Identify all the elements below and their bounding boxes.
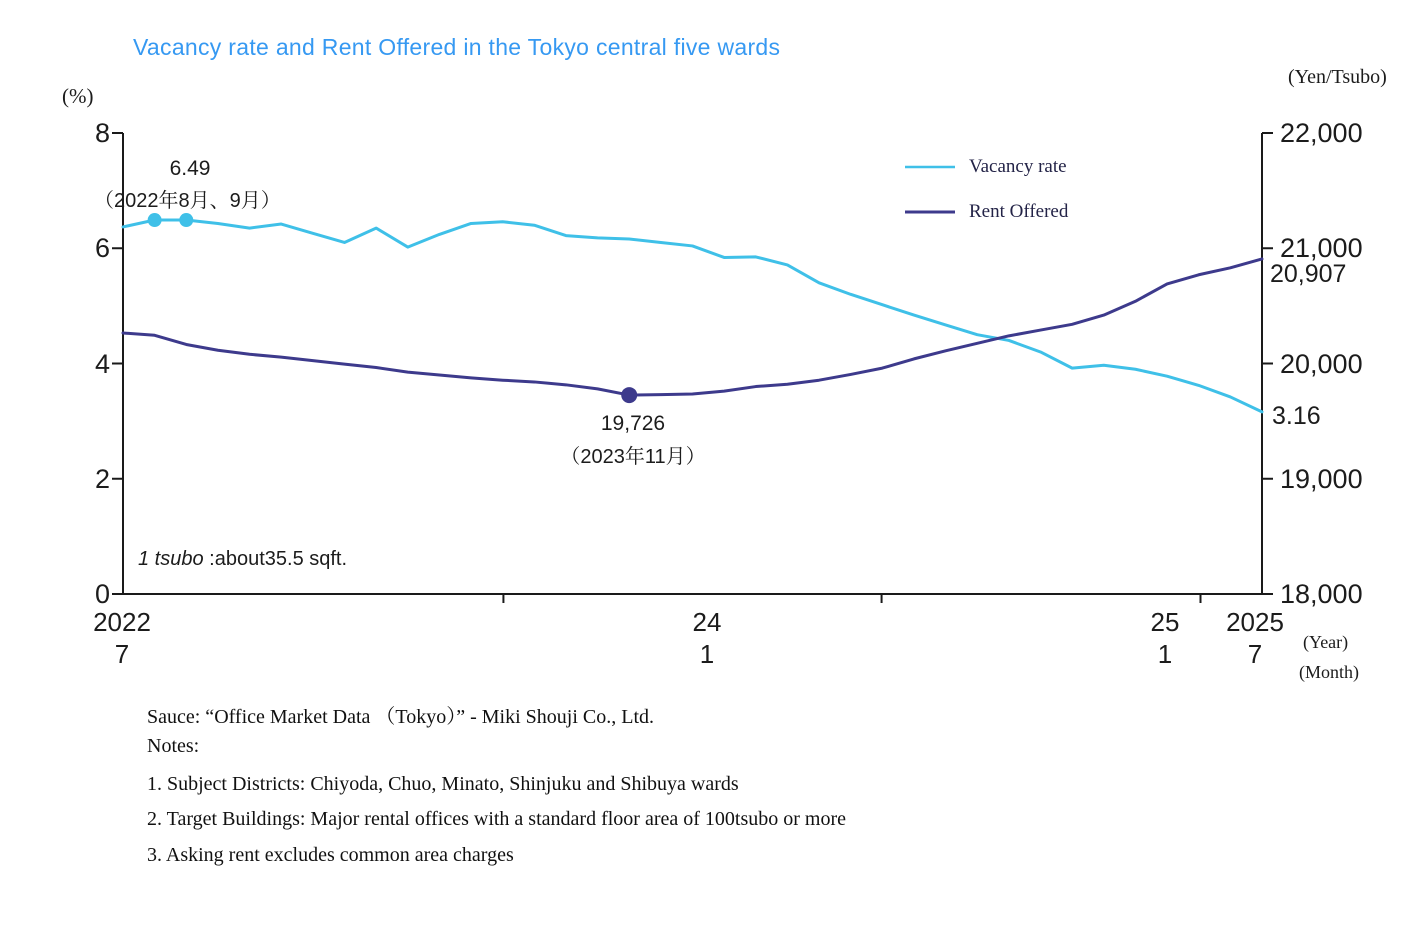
axis-lines (123, 133, 1262, 594)
highlight-dot (148, 213, 162, 227)
right-axis-tick-label: 18,000 (1280, 579, 1363, 609)
x-label-month: 1 (1157, 639, 1173, 669)
left-axis-tick-label: 6 (94, 233, 110, 264)
x-axis-label-2025-7 (1205, 606, 1305, 670)
right-axis-tick-label: 22,000 (1280, 118, 1363, 148)
x-label-year: 2022 (93, 607, 151, 637)
note-item-1: 1. Subject Districts: Chiyoda, Chuo, Minato, Shinjuku and Shibuya wards (147, 773, 739, 795)
tsubo-footnote-italic: 1 tsubo (138, 548, 204, 570)
x-axis-label-2022-7 (72, 606, 172, 670)
rent-legend-line-icon (905, 209, 955, 215)
notes-label: Notes: (147, 735, 200, 757)
x-label-year: 2025 (1226, 607, 1284, 637)
x-label-month: 7 (114, 639, 130, 669)
year-caption: (Year) (1303, 632, 1349, 652)
x-label-year: 25 (1150, 607, 1180, 637)
vacancy-rate-line (123, 220, 1262, 412)
legend-item-rent (905, 201, 1068, 223)
left-axis-unit-label: (%) (62, 84, 94, 108)
x-label-year: 24 (692, 607, 722, 637)
legend-label-rent: Rent Offered (969, 201, 1069, 222)
right-axis-tick-label: 19,000 (1280, 463, 1363, 494)
note-item-3: 3. Asking rent excludes common area charges (147, 844, 514, 866)
tsubo-footnote (138, 548, 347, 571)
rent-min-period-annotation: （2023年11月） (560, 446, 706, 468)
vacancy-peak-value-annotation: 6.49 (169, 157, 211, 180)
tsubo-footnote-rest: :about35.5 sqft. (203, 548, 348, 570)
left-axis-tick-label: 4 (94, 348, 110, 379)
right-axis-tick-label: 21,000 (1280, 233, 1363, 264)
highlight-dot (179, 213, 193, 227)
chart-title: Vacancy rate and Rent Offered in the Tokyo central five wards (133, 34, 781, 60)
x-axis-label-25-1 (1115, 606, 1215, 670)
x-axis-label-24-1 (657, 606, 757, 670)
x-label-month: 7 (1247, 639, 1263, 669)
note-item-2: 2. Target Buildings: Major rental offices with a standard floor area of 100tsubo or more (147, 808, 846, 830)
left-axis-tick-label: 0 (94, 579, 110, 609)
rent-last-value-annotation: 20,907 (1270, 260, 1347, 288)
rent-min-value-annotation: 19,726 (600, 412, 666, 435)
legend-item-vacancy (905, 156, 1067, 178)
x-label-month: 1 (699, 639, 715, 669)
vacancy-last-value-annotation: 3.16 (1272, 402, 1321, 430)
highlight-dot (621, 387, 637, 403)
left-axis-tick-label: 8 (94, 118, 110, 148)
vacancy-peak-period-annotation: （2022年8月、9月） (94, 190, 281, 212)
right-axis-unit-label: (Yen/Tsubo) (1288, 66, 1387, 88)
rent-offered-line (123, 259, 1262, 395)
vacancy-legend-line-icon (905, 164, 955, 170)
legend-label-vacancy: Vacancy rate (969, 156, 1067, 177)
source-line: Sauce: “Office Market Data （Tokyo）” - Miki Shouji Co., Ltd. (147, 706, 655, 728)
month-caption: (Month) (1299, 662, 1359, 682)
right-axis-tick-label: 20,000 (1280, 348, 1363, 379)
left-axis-tick-label: 2 (94, 463, 110, 494)
